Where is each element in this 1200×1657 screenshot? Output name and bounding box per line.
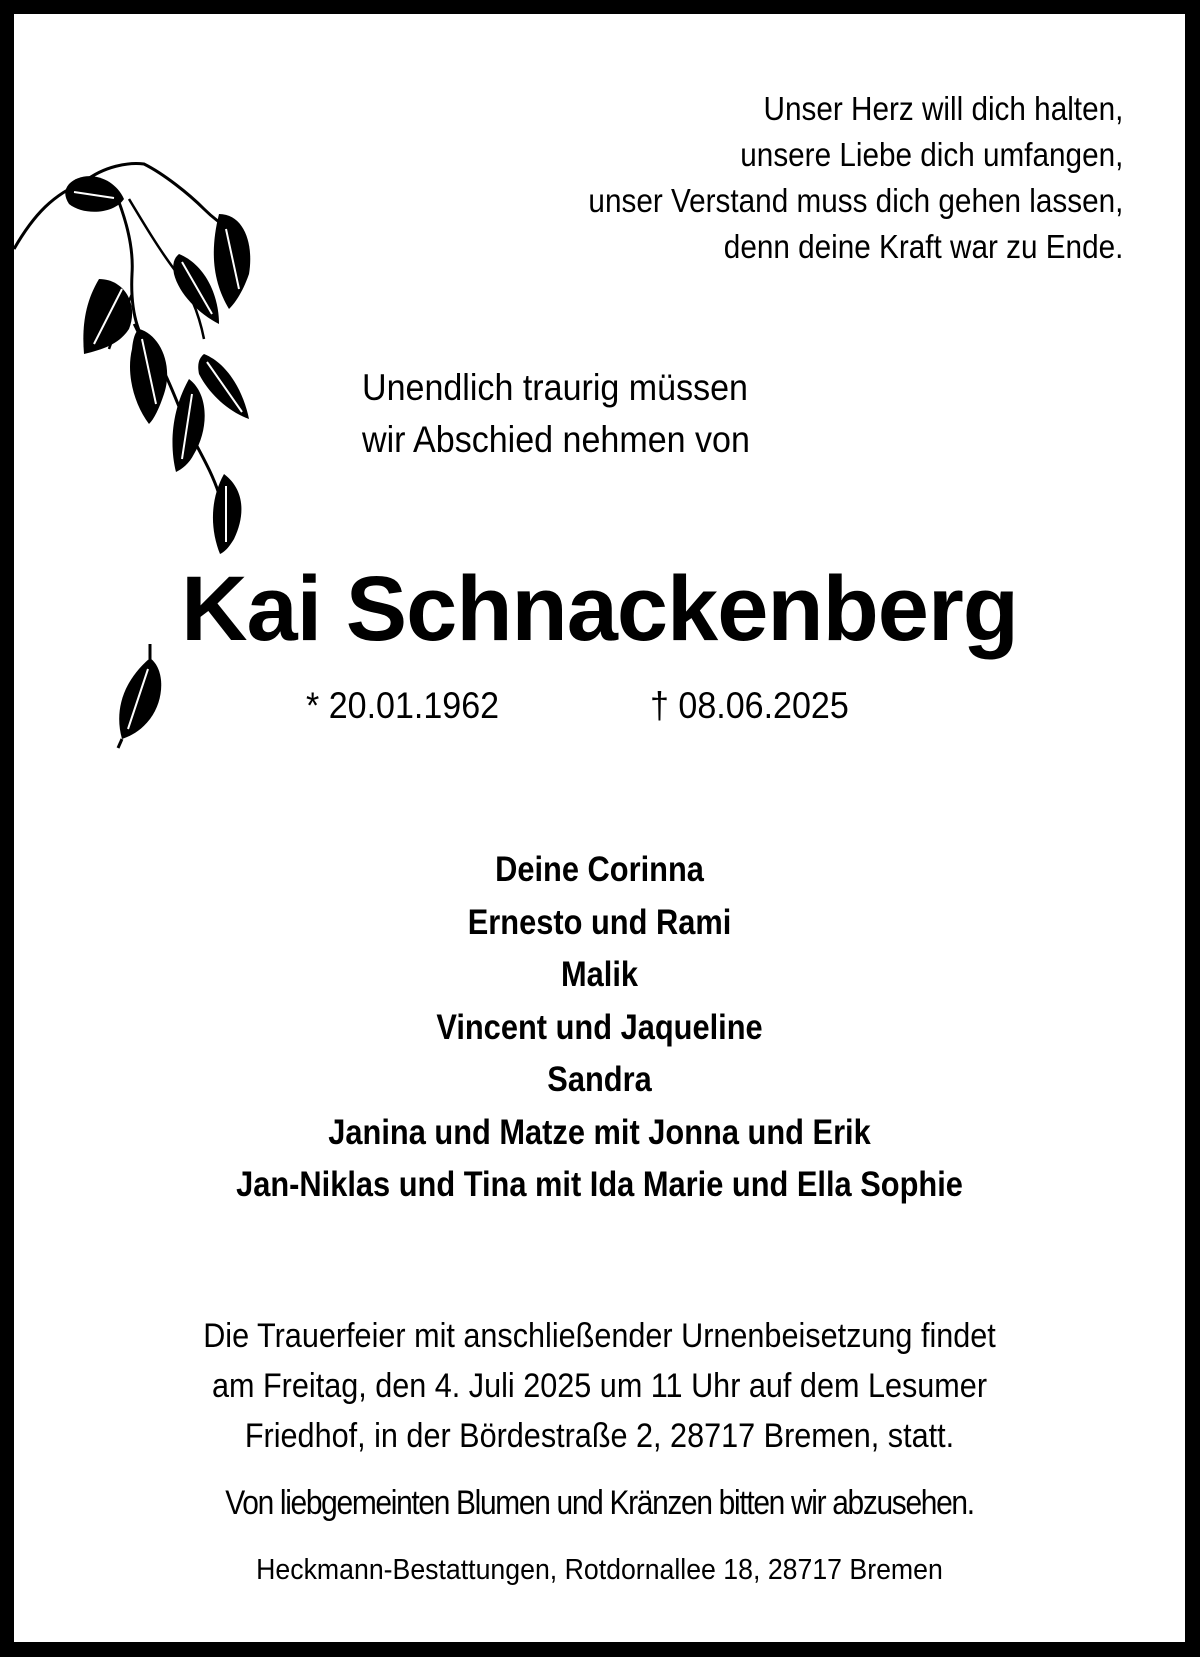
- deceased-name: Kai Schnackenberg: [181, 558, 1018, 660]
- ceremony-line: Die Trauerfeier mit anschließender Urnenbeisetzung findet: [203, 1317, 996, 1355]
- poem-line: unsere Liebe dich umfangen,: [739, 136, 1123, 173]
- undertaker-info: [14, 1550, 1185, 1590]
- mourner: Sandra: [547, 1060, 652, 1099]
- undertaker-text: Heckmann-Bestattungen, Rotdornallee 18, 28717 Bremen: [256, 1554, 943, 1586]
- mourner: Deine Corinna: [495, 850, 704, 889]
- obituary-card: [14, 14, 1185, 1642]
- intro-line: Unendlich traurig müssen: [362, 367, 748, 408]
- poem: [588, 86, 1123, 270]
- intro-line: wir Abschied nehmen von: [362, 419, 750, 460]
- intro-text: [362, 362, 750, 466]
- death-date: † 08.06.2025: [650, 685, 849, 726]
- ceremony-line: am Freitag, den 4. Juli 2025 um 11 Uhr auf dem Lesumer: [211, 1367, 988, 1405]
- leaf-branch-icon: [14, 154, 274, 554]
- poem-line: Unser Herz will dich halten,: [763, 90, 1123, 127]
- poem-line: unser Verstand muss dich gehen lassen,: [588, 182, 1123, 219]
- mourner: Vincent und Jaqueline: [436, 1007, 763, 1047]
- ceremony-info: [14, 1311, 1185, 1461]
- mourner: Ernesto und Rami: [467, 902, 732, 942]
- mourner: Jan-Niklas und Tina mit Ida Marie und Ella Sophie: [236, 1165, 963, 1204]
- mourner: Malik: [560, 955, 639, 994]
- poem-line: denn deine Kraft war zu Ende.: [723, 228, 1123, 265]
- mourners-list: [14, 844, 1185, 1212]
- flowers-note: [14, 1478, 1185, 1528]
- flowers-note-text: Von liebgemeinten Blumen und Kränzen bitten wir abzusehen.: [225, 1484, 974, 1522]
- ceremony-line: Friedhof, in der Bördestraße 2, 28717 Bremen, statt.: [244, 1417, 955, 1455]
- mourner: Janina und Matze mit Jonna und Erik: [328, 1112, 871, 1152]
- birth-date: * 20.01.1962: [306, 685, 500, 726]
